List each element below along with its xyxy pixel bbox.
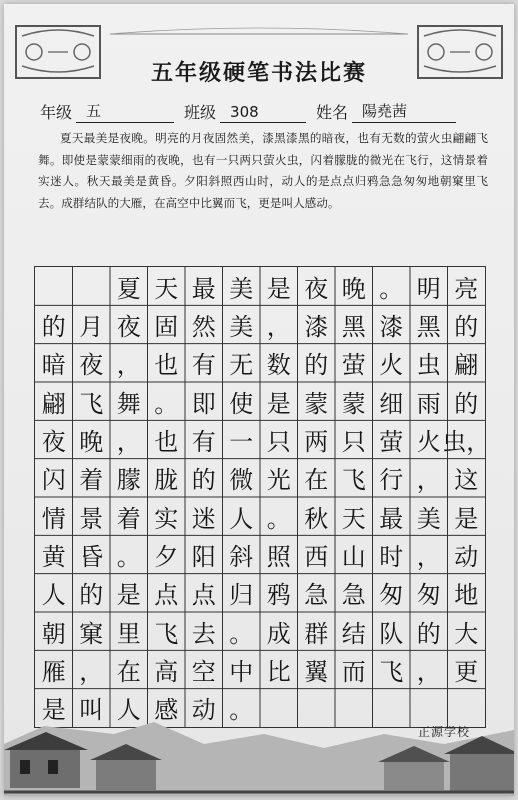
grid-cell: 即 bbox=[191, 389, 216, 418]
grid-cell: 人 bbox=[41, 581, 66, 610]
grid-cell: 的 bbox=[304, 351, 329, 380]
grid-cell: 也 bbox=[154, 351, 179, 380]
grid-cell: 夜 bbox=[41, 427, 66, 456]
name-field[interactable]: 陽堯茜 bbox=[352, 100, 456, 123]
grid-cell: 夜 bbox=[304, 274, 329, 303]
grid-cell: 只 bbox=[341, 427, 366, 456]
grid-cell: 朝 bbox=[41, 619, 66, 648]
grade-field[interactable]: 五 bbox=[76, 100, 174, 123]
school-name: 正源学校 bbox=[417, 725, 470, 739]
grid-cell: 急 bbox=[304, 581, 329, 610]
grid-cell: 昏 bbox=[79, 542, 104, 571]
grid-cell: ， bbox=[416, 657, 441, 686]
grid-cell: 然 bbox=[191, 312, 216, 341]
grid-cell: 着 bbox=[79, 466, 104, 495]
grid-cell: 动 bbox=[191, 696, 216, 725]
grid-cell: 翩 bbox=[41, 389, 66, 418]
grid-cell: 。 bbox=[229, 696, 254, 725]
grid-cell: 点 bbox=[191, 581, 216, 610]
grid-cell: 时 bbox=[379, 542, 404, 571]
grid-cell: 雨 bbox=[416, 389, 441, 418]
grid-cell: 两 bbox=[304, 427, 329, 456]
grid-cell: 的 bbox=[79, 581, 104, 610]
grid-cell: 萤 bbox=[341, 351, 366, 380]
grid-cell: 飞 bbox=[379, 657, 404, 686]
grid-cell: 虫， bbox=[442, 427, 491, 456]
grid-cell: 的 bbox=[416, 619, 441, 648]
grid-cell: 景 bbox=[79, 504, 104, 533]
grid-cell: 去 bbox=[191, 619, 216, 648]
grid-cell: 蒙 bbox=[304, 389, 329, 418]
grid-cell: 飞 bbox=[154, 619, 179, 648]
grid-cell: 晚 bbox=[341, 274, 366, 303]
grid-cell: 有 bbox=[191, 427, 216, 456]
grid-cell: 感 bbox=[154, 696, 179, 725]
grid-cell: 实 bbox=[154, 504, 179, 533]
class-label: 班级 bbox=[184, 103, 217, 122]
grid-cell: 斜 bbox=[229, 542, 254, 571]
grid-cell: 一 bbox=[229, 427, 254, 456]
name-label: 姓名 bbox=[316, 103, 349, 122]
grid-cell: 美 bbox=[416, 504, 441, 533]
grid-cell: 是 bbox=[41, 696, 66, 725]
grid-cell: 翼 bbox=[304, 657, 329, 686]
grid-cell: 无 bbox=[229, 351, 254, 380]
grid-cell: 西 bbox=[304, 542, 329, 571]
grid-cell bbox=[73, 267, 111, 305]
grid-cell: 夏 bbox=[116, 274, 141, 303]
grid-cell: 胧 bbox=[154, 466, 179, 495]
grid-cell: 的 bbox=[454, 312, 479, 341]
grid-cell: 亮 bbox=[454, 274, 479, 303]
grid-cell: 。 bbox=[229, 619, 254, 648]
grid-cell: 明 bbox=[416, 274, 441, 303]
grid-cell: 细 bbox=[379, 389, 404, 418]
grid-cell: 行 bbox=[379, 466, 404, 495]
grid-cell: 天 bbox=[341, 504, 366, 533]
grid-cell: 微 bbox=[229, 466, 254, 495]
grid-cell: 只 bbox=[266, 427, 291, 456]
competition-sheet bbox=[4, 4, 514, 796]
grid-cell: 点 bbox=[154, 581, 179, 610]
grid-cell: 。 bbox=[379, 274, 404, 303]
grid-cell: 地 bbox=[454, 581, 479, 610]
grid-cell: 最 bbox=[191, 274, 216, 303]
grid-cell: 的 bbox=[41, 312, 66, 341]
grid-cell: 里 bbox=[116, 619, 141, 648]
grid-cell: 美 bbox=[229, 274, 254, 303]
grid-cell: 晚 bbox=[79, 427, 104, 456]
grid-cell: 固 bbox=[154, 312, 179, 341]
grid-cell: 朦 bbox=[116, 466, 141, 495]
grid-cell: 美 bbox=[229, 312, 254, 341]
grid-cell: 是 bbox=[454, 504, 479, 533]
grid-cell: 急 bbox=[341, 581, 366, 610]
grid-cell: 人 bbox=[116, 696, 141, 725]
grid-cell: 萤 bbox=[379, 427, 404, 456]
grid-cell: 蒙 bbox=[341, 389, 366, 418]
grid-cell: 夜 bbox=[116, 312, 141, 341]
grid-cell: 火 bbox=[379, 351, 404, 380]
grid-cell: 情 bbox=[41, 504, 66, 533]
student-info-row bbox=[40, 99, 486, 123]
grid-cell: 大 bbox=[454, 619, 479, 648]
grid-cell: 的 bbox=[191, 466, 216, 495]
grid-cell: 群 bbox=[304, 619, 329, 648]
grid-cell: 。 bbox=[154, 389, 179, 418]
grid-cell: 窠 bbox=[79, 619, 104, 648]
grid-cell: 比 bbox=[266, 657, 291, 686]
grid-cell: 飞 bbox=[341, 466, 366, 495]
grid-cell: 闪 bbox=[41, 466, 66, 495]
grid-cell: 飞 bbox=[79, 389, 104, 418]
grid-cell: 秋 bbox=[304, 504, 329, 533]
grid-cell: 动 bbox=[454, 542, 479, 571]
grid-cell bbox=[35, 267, 73, 305]
grid-cell: 也 bbox=[154, 427, 179, 456]
grid-cell: 月 bbox=[79, 312, 104, 341]
grid-cell: ， bbox=[116, 351, 141, 380]
grid-cell: 夕 bbox=[154, 542, 179, 571]
grid-cell: 夜 bbox=[79, 351, 104, 380]
grid-cell: 漆 bbox=[379, 312, 404, 341]
grid-cell: 阳 bbox=[191, 542, 216, 571]
grid-cell: 火 bbox=[416, 427, 441, 456]
grid-cell: 翩 bbox=[454, 351, 479, 380]
grid-cell: 。 bbox=[266, 504, 291, 533]
writing-grid bbox=[34, 266, 491, 728]
grid-cell: 舞 bbox=[116, 389, 141, 418]
grid-cell: 数 bbox=[266, 351, 291, 380]
grid-cell: 照 bbox=[266, 542, 291, 571]
grid-cell: 在 bbox=[116, 657, 141, 686]
grid-cell: 黑 bbox=[416, 312, 441, 341]
grid-cell: 是 bbox=[266, 389, 291, 418]
grid-cell: ， bbox=[416, 466, 441, 495]
grid-cell: 空 bbox=[191, 657, 216, 686]
grid-cell: 。 bbox=[116, 542, 141, 571]
grid-cell: 黄 bbox=[41, 542, 66, 571]
grid-cell: 雁 bbox=[41, 657, 66, 686]
grid-cell: 鸦 bbox=[266, 581, 291, 610]
grid-cell: 迷 bbox=[191, 504, 216, 533]
grid-cell: 是 bbox=[266, 274, 291, 303]
grid-cell: 山 bbox=[341, 542, 366, 571]
grid-cell: 队 bbox=[379, 619, 404, 648]
grid-cell: 光 bbox=[266, 466, 291, 495]
grid-cell: 暗 bbox=[41, 351, 66, 380]
grid-cell: 结 bbox=[341, 619, 366, 648]
grid-cell: 有 bbox=[191, 351, 216, 380]
grid-cell: 最 bbox=[379, 504, 404, 533]
grid-cell: 使 bbox=[229, 389, 254, 418]
grid-cell: 天 bbox=[154, 274, 179, 303]
grid-cell: 中 bbox=[229, 657, 254, 686]
model-passage: 夏天最美是夜晚。明亮的月夜固然美，漆黑漆黑的暗夜，也有无数的萤火虫翩翩飞舞。即使是蒙蒙细雨的夜晚，也有一只两只萤火虫，闪着朦胧的微光在飞行，这情景着实迷人。秋天最美是黄昏。夕阳斜照西山时，动人的是点点归鸦急急匆匆地朝窠里飞去。成群结队的大雁，在高空中比翼而飞，更是叫人感动。 bbox=[38, 131, 488, 210]
grid-cell: 漆 bbox=[304, 312, 329, 341]
grid-cell: 更 bbox=[454, 657, 479, 686]
grid-cell: ， bbox=[416, 542, 441, 571]
grid-cell: 高 bbox=[154, 657, 179, 686]
grid-cell: 着 bbox=[116, 504, 141, 533]
grid-cell: 在 bbox=[304, 466, 329, 495]
grid-cell: 叫 bbox=[79, 696, 104, 725]
grid-cell: ， bbox=[79, 657, 104, 686]
grid-cell: 的 bbox=[454, 389, 479, 418]
grid-cell: 匆 bbox=[379, 581, 404, 610]
grid-cell: ， bbox=[266, 312, 291, 341]
grid-cell: 归 bbox=[229, 581, 254, 610]
grid-cell: 成 bbox=[266, 619, 291, 648]
grid-cell: 黑 bbox=[341, 312, 366, 341]
class-field[interactable]: 308 bbox=[220, 103, 306, 123]
page-title: 五年级硬笔书法比赛 bbox=[150, 60, 367, 86]
grid-cell: 匆 bbox=[416, 581, 441, 610]
grid-cell: 人 bbox=[229, 504, 254, 533]
grid-cell: 而 bbox=[341, 657, 366, 686]
grid-cell: ， bbox=[116, 427, 141, 456]
grid-cell: 虫 bbox=[416, 351, 441, 380]
grid-cell: 是 bbox=[116, 581, 141, 610]
grid-cell: 这 bbox=[454, 466, 479, 495]
village-scenery-border bbox=[4, 704, 514, 796]
grade-label: 年级 bbox=[40, 103, 73, 122]
